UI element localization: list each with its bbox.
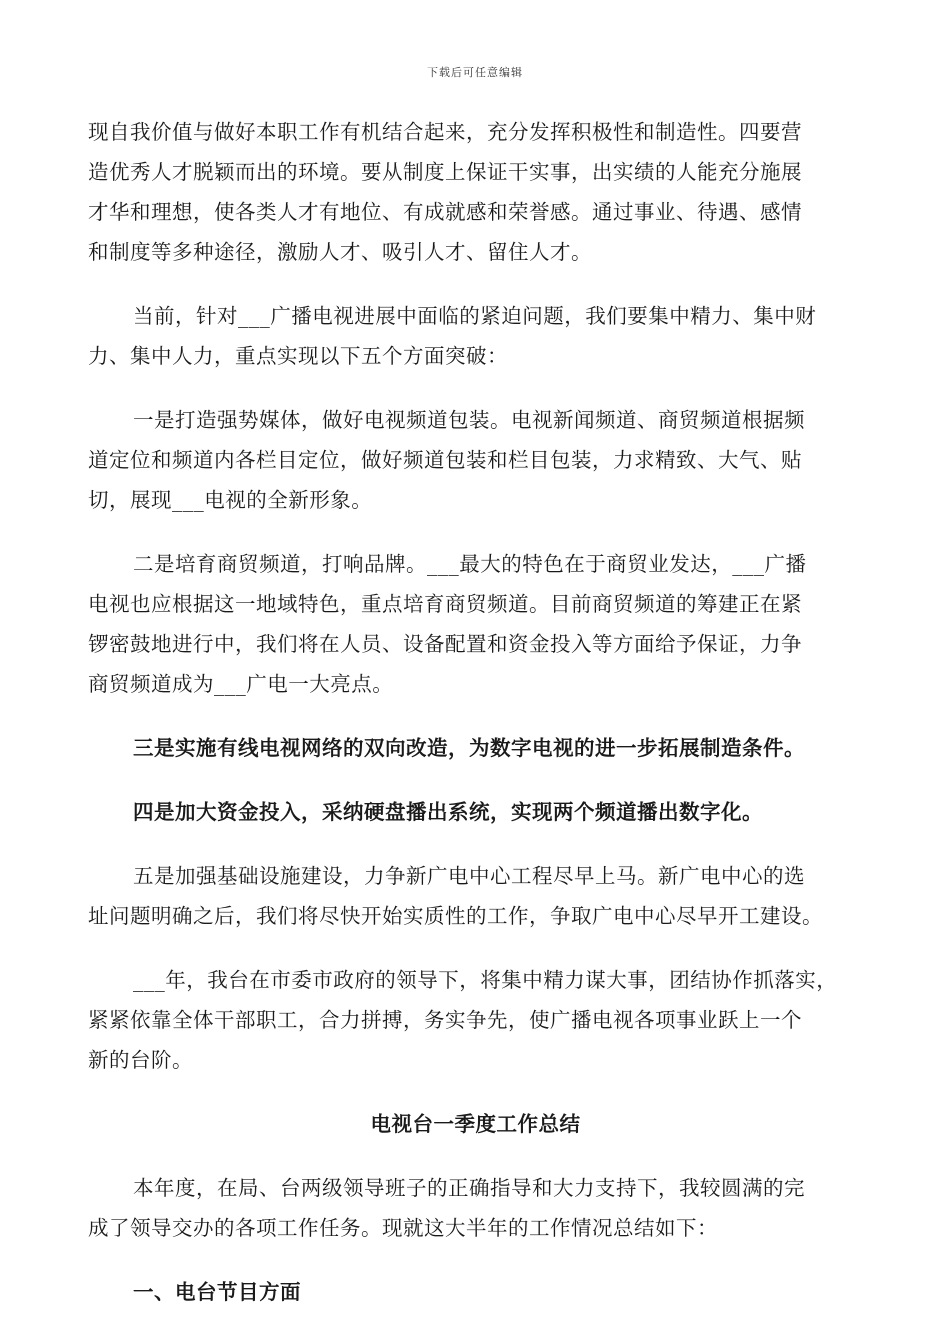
text-line: 商贸频道成为___广电一大亮点。	[88, 672, 394, 696]
paragraph-point-four	[88, 800, 863, 824]
text-line: 锣密鼓地进行中，我们将在人员、设备配置和资金投入等方面给予保证，力争	[88, 632, 802, 656]
paragraph-summary-intro	[88, 1176, 863, 1240]
text-line: ___年，我台在市委市政府的领导下，将集中精力谋大事，团结协作抓落实，	[133, 968, 838, 992]
text-line: 四是加大资金投入，采纳硬盘播出系统，实现两个频道播出数字化。	[133, 800, 763, 824]
paragraph-point-two	[88, 552, 863, 696]
paragraph-conclusion	[88, 968, 863, 1072]
subsection-heading	[88, 1280, 863, 1304]
text-line: 电视也应根据这一地域特色，重点培育商贸频道。目前商贸频道的筹建正在紧	[88, 592, 802, 616]
text-line: 现自我价值与做好本职工作有机结合起来，充分发挥积极性和制造性。四要营	[88, 120, 802, 144]
document-body	[88, 120, 863, 1304]
text-line: 切，展现___电视的全新形象。	[88, 488, 373, 512]
text-line: 一是打造强势媒体，做好电视频道包装。电视新闻频道、商贸频道根据频	[133, 408, 805, 432]
paragraph-point-one	[88, 408, 863, 512]
paragraph-talent	[88, 120, 863, 264]
paragraph-point-three	[88, 736, 863, 760]
text-line: 五是加强基础设施建设，力争新广电中心工程尽早上马。新广电中心的选	[133, 864, 805, 888]
text-line: 紧紧依靠全体干部职工，合力拼搏，务实争先，使广播电视各项事业跃上一个	[88, 1008, 802, 1032]
text-line: 成了领导交办的各项工作任务。现就这大半年的工作情况总结如下：	[88, 1216, 718, 1240]
text-line: 力、集中人力，重点实现以下五个方面突破：	[88, 344, 508, 368]
text-line: 道定位和频道内各栏目定位，做好频道包装和栏目包装，力求精致、大气、贴	[88, 448, 802, 472]
paragraph-point-five	[88, 864, 863, 928]
text-line: 才华和理想，使各类人才有地位、有成就感和荣誉感。通过事业、待遇、感情	[88, 200, 802, 224]
text-line: 造优秀人才脱颖而出的环境。要从制度上保证干实事，出实绩的人能充分施展	[88, 160, 802, 184]
heading-radio-programs: 一、电台节目方面	[133, 1280, 301, 1304]
text-line: 和制度等多种途径，激励人才、吸引人才、留住人才。	[88, 240, 592, 264]
text-line: 三是实施有线电视网络的双向改造，为数字电视的进一步拓展制造条件。	[133, 736, 805, 760]
text-line: 二是培育商贸频道，打响品牌。___最大的特色在于商贸业发达，___广播	[133, 552, 807, 576]
section-title	[88, 1112, 863, 1136]
text-line: 新的台阶。	[88, 1048, 193, 1072]
page-header: 下载后可任意编辑	[427, 66, 523, 79]
text-line: 址问题明确之后，我们将尽快开始实质性的工作，争取广电中心尽早开工建设。	[88, 904, 823, 928]
text-line: 当前，针对___广播电视进展中面临的紧迫问题，我们要集中精力、集中财	[133, 304, 817, 328]
text-line: 本年度，在局、台两级领导班子的正确指导和大力支持下，我较圆满的完	[133, 1176, 805, 1200]
paragraph-breakthroughs-intro	[88, 304, 863, 368]
document-title: 电视台一季度工作总结	[370, 1112, 581, 1136]
